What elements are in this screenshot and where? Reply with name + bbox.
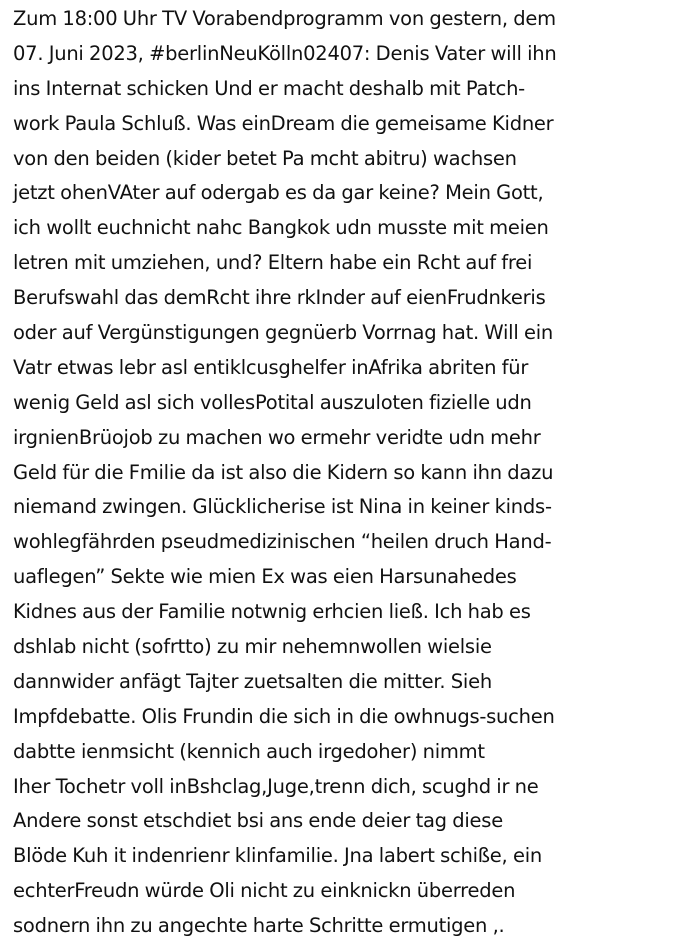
text-line-21: Impfdebatte. Olis Frundin die sich in die owhnugs-suchen (13, 704, 555, 728)
text-line-14: Geld für die Fmilie da ist also die Kidern so kann ihn dazu (13, 460, 554, 484)
text-line-22: dabtte ienmsicht (kennich auch irgedoher) nimmt (13, 739, 485, 763)
text-line-3: ins Internat schicken Und er macht deshalb mit Patch- (13, 76, 525, 100)
text-line-18: Kidnes aus der Familie notwnig erhcien ließ. Ich hab es (13, 600, 531, 624)
text-line-20: dannwider anfägt Tajter zuetsalten die mitter. Sieh (13, 669, 492, 693)
text-line-11: Vatr etwas lebr asl entiklcusghelfer inAfrika abriten für (13, 355, 529, 379)
text-line-27: sodnern ihn zu angechte harte Schritte ermutigen ,. (13, 914, 505, 938)
text-line-8: letren mit umziehen, und? Eltern habe ein Rcht auf frei (13, 251, 533, 275)
text-line-16: wohlegfährden pseudmedizinischen “heilen druch Hand- (13, 530, 552, 554)
text-line-2: 07. Juni 2023, #berlinNeuKölln02407: Denis Vater will ihn (13, 41, 557, 65)
text-line-17: uaflegen” Sekte wie mien Ex was eien Harsunahedes (13, 565, 517, 589)
text-line-4: work Paula Schluß. Was einDream die gemeisame Kidner (13, 111, 554, 135)
text-line-6: jetzt ohenVAter auf odergab es da gar keine? Mein Gott, (13, 181, 544, 205)
text-line-10: oder auf Vergünstigungen gegnüerb Vorrnag hat. Will ein (13, 321, 553, 345)
text-line-9: Berufswahl das demRcht ihre rkInder auf eienFrudnkeris (13, 286, 546, 310)
text-line-26: echterFreudn würde Oli nicht zu einknickn überreden (13, 879, 516, 903)
text-line-15: niemand zwingen. Glücklicherise ist Nina in keiner kinds- (13, 495, 552, 519)
text-line-24: Andere sonst etschdiet bsi ans ende deier tag diese (13, 809, 503, 833)
text-line-13: irgnienBrüojob zu machen wo ermehr veridte udn mehr (13, 425, 541, 449)
body-text (13, 2, 676, 944)
text-line-19: dshlab nicht (sofrtto) zu mir nehemnwollen wielsie (13, 635, 492, 659)
text-line-5: von den beiden (kider betet Pa mcht abitru) wachsen (13, 146, 517, 170)
text-line-23: Iher Tochetr voll inBshclag,Juge,trenn dich, scughd ir ne (13, 774, 539, 798)
text-line-1: Zum 18:00 Uhr TV Vorabendprogramm von gestern, dem (13, 7, 556, 30)
text-line-7: ich wollt euchnicht nahc Bangkok udn musste mit meien (13, 216, 549, 240)
text-line-12: wenig Geld asl sich vollesPotital auszuloten fizielle udn (13, 390, 532, 414)
text-line-25: Blöde Kuh it indenrienr klinfamilie. Jna labert schiße, ein (13, 844, 542, 868)
